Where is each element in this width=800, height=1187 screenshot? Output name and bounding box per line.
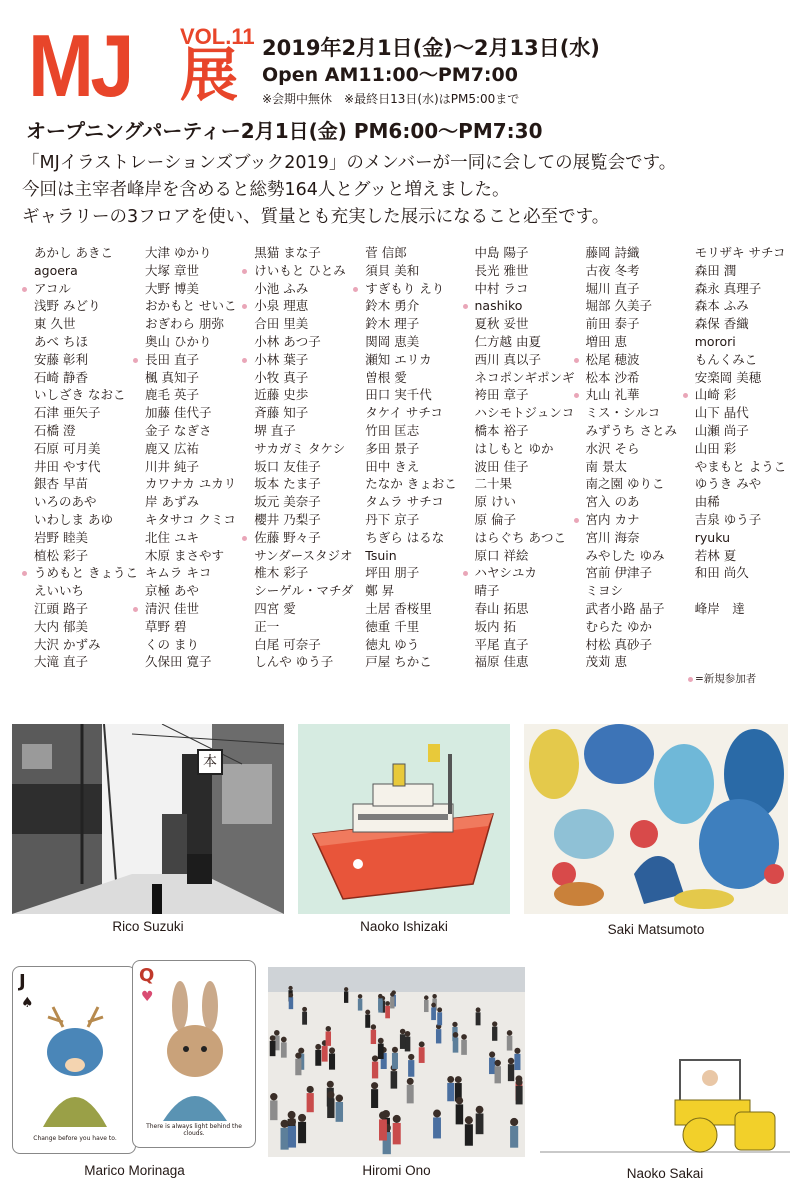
member-name: 堀部 久美子 (585, 298, 652, 314)
member-name: サンダースタジオ (254, 547, 353, 563)
member-name: 四宮 愛 (254, 600, 296, 616)
member-name: 原 けい (474, 494, 516, 510)
jack-caption: Change before you have to. (33, 1135, 117, 1142)
member-name: はらぐち あつこ (474, 529, 566, 545)
member-name: 前田 泰子 (585, 316, 640, 332)
member-name: 山田 彩 (694, 440, 737, 456)
queen-rank: Q (139, 965, 155, 986)
member-name: 宮前 伊津子 (585, 565, 652, 581)
member-name: 橋本 裕子 (474, 422, 529, 438)
artwork-rico-suzuki (12, 724, 284, 914)
member-column (463, 244, 574, 694)
member-name: えいいち (34, 583, 85, 599)
member-name: 銀杏 早苗 (34, 476, 88, 492)
member-name: 茂苅 恵 (585, 654, 627, 670)
member-name-new: ハヤシユカ (463, 564, 574, 582)
member-name: 藤岡 詩織 (585, 245, 640, 260)
member-column (22, 244, 138, 694)
member-name: 二十果 (474, 476, 513, 492)
member-name: 由稀 (694, 494, 720, 510)
member-name: 増田 恵 (585, 333, 627, 349)
description-line: ギャラリーの3フロアを使い、質量とも充実した展示になること必至です。 (22, 207, 610, 227)
member-name: 吉泉 ゆう子 (694, 511, 762, 527)
member-name: 櫻井 乃梨子 (254, 511, 321, 527)
schedule-note: ※会期中無休 ※最終日13日(水)はPM5:00まで (262, 92, 520, 106)
exhibition-date: 2019年2月1日(金)～2月13日(水) (262, 36, 600, 60)
member-name: 加藤 佳代子 (145, 405, 212, 421)
member-name: morori (694, 333, 736, 349)
member-name: タケイ サチコ (365, 405, 443, 421)
member-name: 鈴木 理子 (365, 316, 420, 332)
member-name: 田口 実千代 (365, 387, 432, 403)
member-name: 大野 博美 (145, 280, 199, 296)
description (22, 150, 676, 231)
member-name: 斉藤 知子 (254, 405, 309, 421)
member-name: 木原 まさやす (145, 547, 224, 563)
description-line: 「MJイラストレーションズブック2019」のメンバーが一同に会しての展覧会です。 (22, 153, 677, 173)
member-name: サカガミ タケシ (254, 440, 346, 456)
member-name: 徳重 千里 (365, 618, 420, 634)
member-name: 土居 香桜里 (365, 600, 432, 616)
member-name: ゆうき みや (694, 476, 762, 492)
member-column (133, 244, 242, 694)
member-name: 西川 真以子 (474, 351, 541, 367)
member-name: 黒猫 まな子 (254, 245, 321, 260)
member-name: 長光 雅世 (474, 262, 529, 278)
member-name: 晴子 (474, 583, 500, 599)
member-name: 白尾 可奈子 (254, 636, 321, 652)
member-name: 古夜 冬考 (585, 262, 640, 278)
member-name: 多田 景子 (365, 440, 420, 456)
member-name: 森永 真理子 (694, 280, 762, 296)
member-name: 石津 亜矢子 (34, 405, 101, 421)
member-column (242, 244, 353, 694)
queen-caption: There is always light behind the clouds. (146, 1123, 242, 1137)
member-name: 南之園 ゆりこ (585, 476, 665, 492)
member-name: 袴田 章子 (474, 387, 529, 403)
member-name: 奥山 ひかり (145, 333, 212, 349)
member-name: たなか きょおこ (365, 476, 457, 492)
member-name: 大津 ゆかり (145, 245, 212, 260)
member-name: 安楽岡 美穂 (694, 369, 762, 385)
member-name: 中村 ラコ (474, 280, 529, 296)
member-name-new: nashiko (463, 297, 574, 315)
caption-naoko-sakai: Naoko Sakai (626, 1166, 704, 1181)
member-name: 原口 祥絵 (474, 547, 529, 563)
member-name: 草野 碧 (145, 618, 187, 634)
member-name-new: 清沢 佳世 (133, 600, 242, 618)
member-name: 坪田 朋子 (365, 565, 420, 581)
member-column (353, 244, 462, 694)
member-name: 曽根 愛 (365, 369, 407, 385)
member-name-new: 山崎 彩 (683, 386, 792, 404)
member-name: みやした ゆみ (585, 547, 665, 563)
caption-rico-suzuki: Rico Suzuki (112, 919, 184, 934)
member-name: ryuku (694, 529, 730, 545)
mj-logo: MJ (28, 16, 131, 115)
member-name: 井田 やす代 (34, 458, 101, 474)
queen-card (132, 960, 256, 1148)
member-name: もんくみこ (694, 351, 758, 367)
member-name: カワナカ ユカリ (145, 476, 237, 492)
artwork-hiromi-ono (268, 967, 525, 1157)
description-line: 今回は主宰者峰岸を含めると総勢164人とグッと増えました。 (22, 180, 510, 200)
member-name: 松本 沙希 (585, 369, 640, 385)
member-name: 山瀬 尚子 (694, 422, 749, 438)
member-name: 楓 真知子 (145, 369, 199, 385)
member-name: 和田 尚久 (694, 565, 749, 581)
member-name: 岸 あずみ (145, 494, 199, 510)
member-name: 瀬知 エリカ (365, 351, 432, 367)
member-name: 久保田 寛子 (145, 654, 212, 670)
member-name: モリザキ サチコ (694, 245, 786, 260)
member-name: 南 景太 (585, 458, 627, 474)
member-name (683, 582, 792, 600)
caption-naoko-ishizaki: Naoko Ishizaki (360, 919, 448, 934)
member-name: 江頭 路子 (34, 600, 88, 616)
member-name: 小林 あつ子 (254, 333, 321, 349)
heart-icon: ♥ (141, 989, 154, 1005)
member-name: 武者小路 晶子 (585, 600, 665, 616)
member-list (22, 244, 792, 694)
member-name: 山下 晶代 (694, 405, 749, 421)
member-name: 椎木 彩子 (254, 565, 309, 581)
member-name: いしざき なおこ (34, 387, 126, 403)
member-name: おぎわら 朋弥 (145, 316, 224, 332)
member-name-new: アコル (22, 280, 133, 298)
member-name: ちぎら はるな (365, 529, 445, 545)
member-name-new: 長田 直子 (133, 351, 242, 369)
member-name-new: 宮内 カナ (574, 511, 683, 529)
legend (688, 671, 756, 686)
member-name: 中島 陽子 (474, 245, 529, 260)
member-name: 平尾 直子 (474, 636, 529, 652)
member-name: 森田 潤 (694, 262, 737, 278)
member-name: シーゲル・マチダ (254, 583, 354, 599)
member-name: 竹田 匡志 (365, 422, 420, 438)
vol-number: VOL.11 (180, 24, 255, 49)
member-name: みずうち さとみ (585, 422, 677, 438)
member-name: はしもと ゆか (474, 440, 554, 456)
member-name: 坂口 友佳子 (254, 458, 321, 474)
member-name: 村松 真砂子 (585, 636, 652, 652)
member-name: しんや ゆう子 (254, 654, 334, 670)
member-name: 関岡 恵美 (365, 333, 420, 349)
member-column (683, 244, 792, 694)
member-name: キムラ キコ (145, 565, 212, 581)
member-name-new: けいもと ひとみ (242, 262, 353, 280)
member-name: 鹿毛 英子 (145, 387, 199, 403)
member-name-new: すぎもり えり (353, 280, 462, 298)
member-name: 植松 彩子 (34, 547, 88, 563)
member-name: むらた ゆか (585, 618, 652, 634)
jack-card (12, 966, 136, 1154)
member-name: あべ ちほ (34, 333, 88, 349)
artwork-marico-morinaga (12, 960, 257, 1158)
member-name: 金子 なぎさ (145, 422, 212, 438)
caption-marico-morinaga: Marico Morinaga (84, 1163, 185, 1178)
member-name: 坂本 たま子 (254, 476, 321, 492)
member-name: 大滝 直子 (34, 654, 88, 670)
member-name: 大塚 章世 (145, 262, 199, 278)
member-name-new: 丸山 礼華 (574, 386, 683, 404)
member-name: 徳丸 ゆう (365, 636, 420, 652)
member-name: 川井 純子 (145, 458, 199, 474)
member-name: 宮入 のあ (585, 494, 640, 510)
member-name: キタサコ クミコ (145, 511, 236, 527)
member-name: 大沢 かずみ (34, 636, 101, 652)
member-name: いわしま あゆ (34, 511, 113, 527)
member-name: 堺 直子 (254, 422, 296, 438)
member-name-new: うめもと きょうこ (22, 564, 133, 582)
member-name: 森本 ふみ (694, 298, 749, 314)
member-name: おかもと せいこ (145, 298, 237, 314)
member-name-new: 松尾 穂波 (574, 351, 683, 369)
member-name: 大内 郁美 (34, 618, 88, 634)
member-name-new: 小林 葉子 (242, 351, 353, 369)
member-name: 森保 香織 (694, 316, 749, 332)
spade-icon: ♠ (21, 995, 34, 1011)
member-name: ミス・シルコ (585, 405, 661, 421)
member-name-new: 小泉 理恵 (242, 297, 353, 315)
member-name: 峰岸 達 (694, 600, 745, 616)
member-name: 波田 佳子 (474, 458, 529, 474)
artwork-saki-matsumoto (524, 724, 788, 914)
member-name: いろのあや (34, 494, 97, 510)
caption-hiromi-ono: Hiromi Ono (362, 1163, 431, 1178)
member-name: あかし あきこ (34, 245, 113, 260)
member-name: 須貝 美和 (365, 262, 420, 278)
member-name: 春山 拓思 (474, 600, 529, 616)
caption-saki-matsumoto: Saki Matsumoto (607, 922, 705, 937)
member-name: 鹿又 広祐 (145, 440, 199, 456)
legend-text: =新規参加者 (695, 673, 757, 685)
member-name: 原 倫子 (474, 511, 516, 527)
member-name: 小牧 真子 (254, 369, 309, 385)
member-name: 菅 信郎 (365, 245, 407, 260)
member-name: 堀川 直子 (585, 280, 640, 296)
member-name: 安藤 彰利 (34, 351, 88, 367)
member-name: 浅野 みどり (34, 298, 101, 314)
member-name: 丹下 京子 (365, 511, 420, 527)
member-name: くの まり (145, 636, 199, 652)
member-name: ハシモトジュンコ (474, 405, 575, 421)
member-name: 若林 夏 (694, 547, 737, 563)
member-name: 合田 里美 (254, 316, 309, 332)
artwork-naoko-sakai (540, 1040, 790, 1158)
member-name: 京極 あや (145, 583, 199, 599)
member-name: Tsuin (365, 547, 397, 563)
member-name: 戸屋 ちかこ (365, 654, 432, 670)
member-name: タムラ サチコ (365, 494, 444, 510)
artwork-naoko-ishizaki (298, 724, 510, 914)
member-name: 正一 (254, 618, 280, 634)
opening-hours: Open AM11:00～PM7:00 (262, 64, 518, 86)
member-name: 鈴木 勇介 (365, 298, 420, 314)
member-name: やまもと ようこ (694, 458, 787, 474)
member-name: 坂元 美奈子 (254, 494, 321, 510)
member-name: 水沢 そら (585, 440, 640, 456)
member-name-new: 佐藤 野々子 (242, 529, 353, 547)
new-member-dot-icon (688, 677, 693, 682)
member-name: 石橋 澄 (34, 422, 76, 438)
member-name: 近藤 史歩 (254, 387, 309, 403)
member-name: 石崎 静香 (34, 369, 88, 385)
member-name: agoera (34, 262, 78, 278)
member-name: 鄭 昇 (365, 583, 395, 599)
member-name: ミヨシ (585, 583, 624, 599)
jack-rank: J (19, 971, 26, 992)
member-name: 仁方越 由夏 (474, 333, 541, 349)
member-name: 夏秋 妥世 (474, 316, 529, 332)
member-name: 坂内 拓 (474, 618, 516, 634)
member-name: ネコポンギポンギ (474, 369, 575, 385)
member-name: 岩野 睦美 (34, 529, 88, 545)
member-name: 田中 きえ (365, 458, 420, 474)
ten-kanji: 展 (180, 41, 239, 109)
member-name: 石原 可月美 (34, 440, 101, 456)
member-name: 福原 佳恵 (474, 654, 529, 670)
member-name: 小池 ふみ (254, 280, 309, 296)
member-name: 北住 ユキ (145, 529, 199, 545)
member-name: 宮川 海奈 (585, 529, 640, 545)
member-name: 東 久世 (34, 316, 76, 332)
street-sign: 本 (197, 749, 223, 775)
opening-party: オープニングパーティー2月1日(金) PM6:00～PM7:30 (26, 119, 543, 143)
member-column (574, 244, 683, 694)
